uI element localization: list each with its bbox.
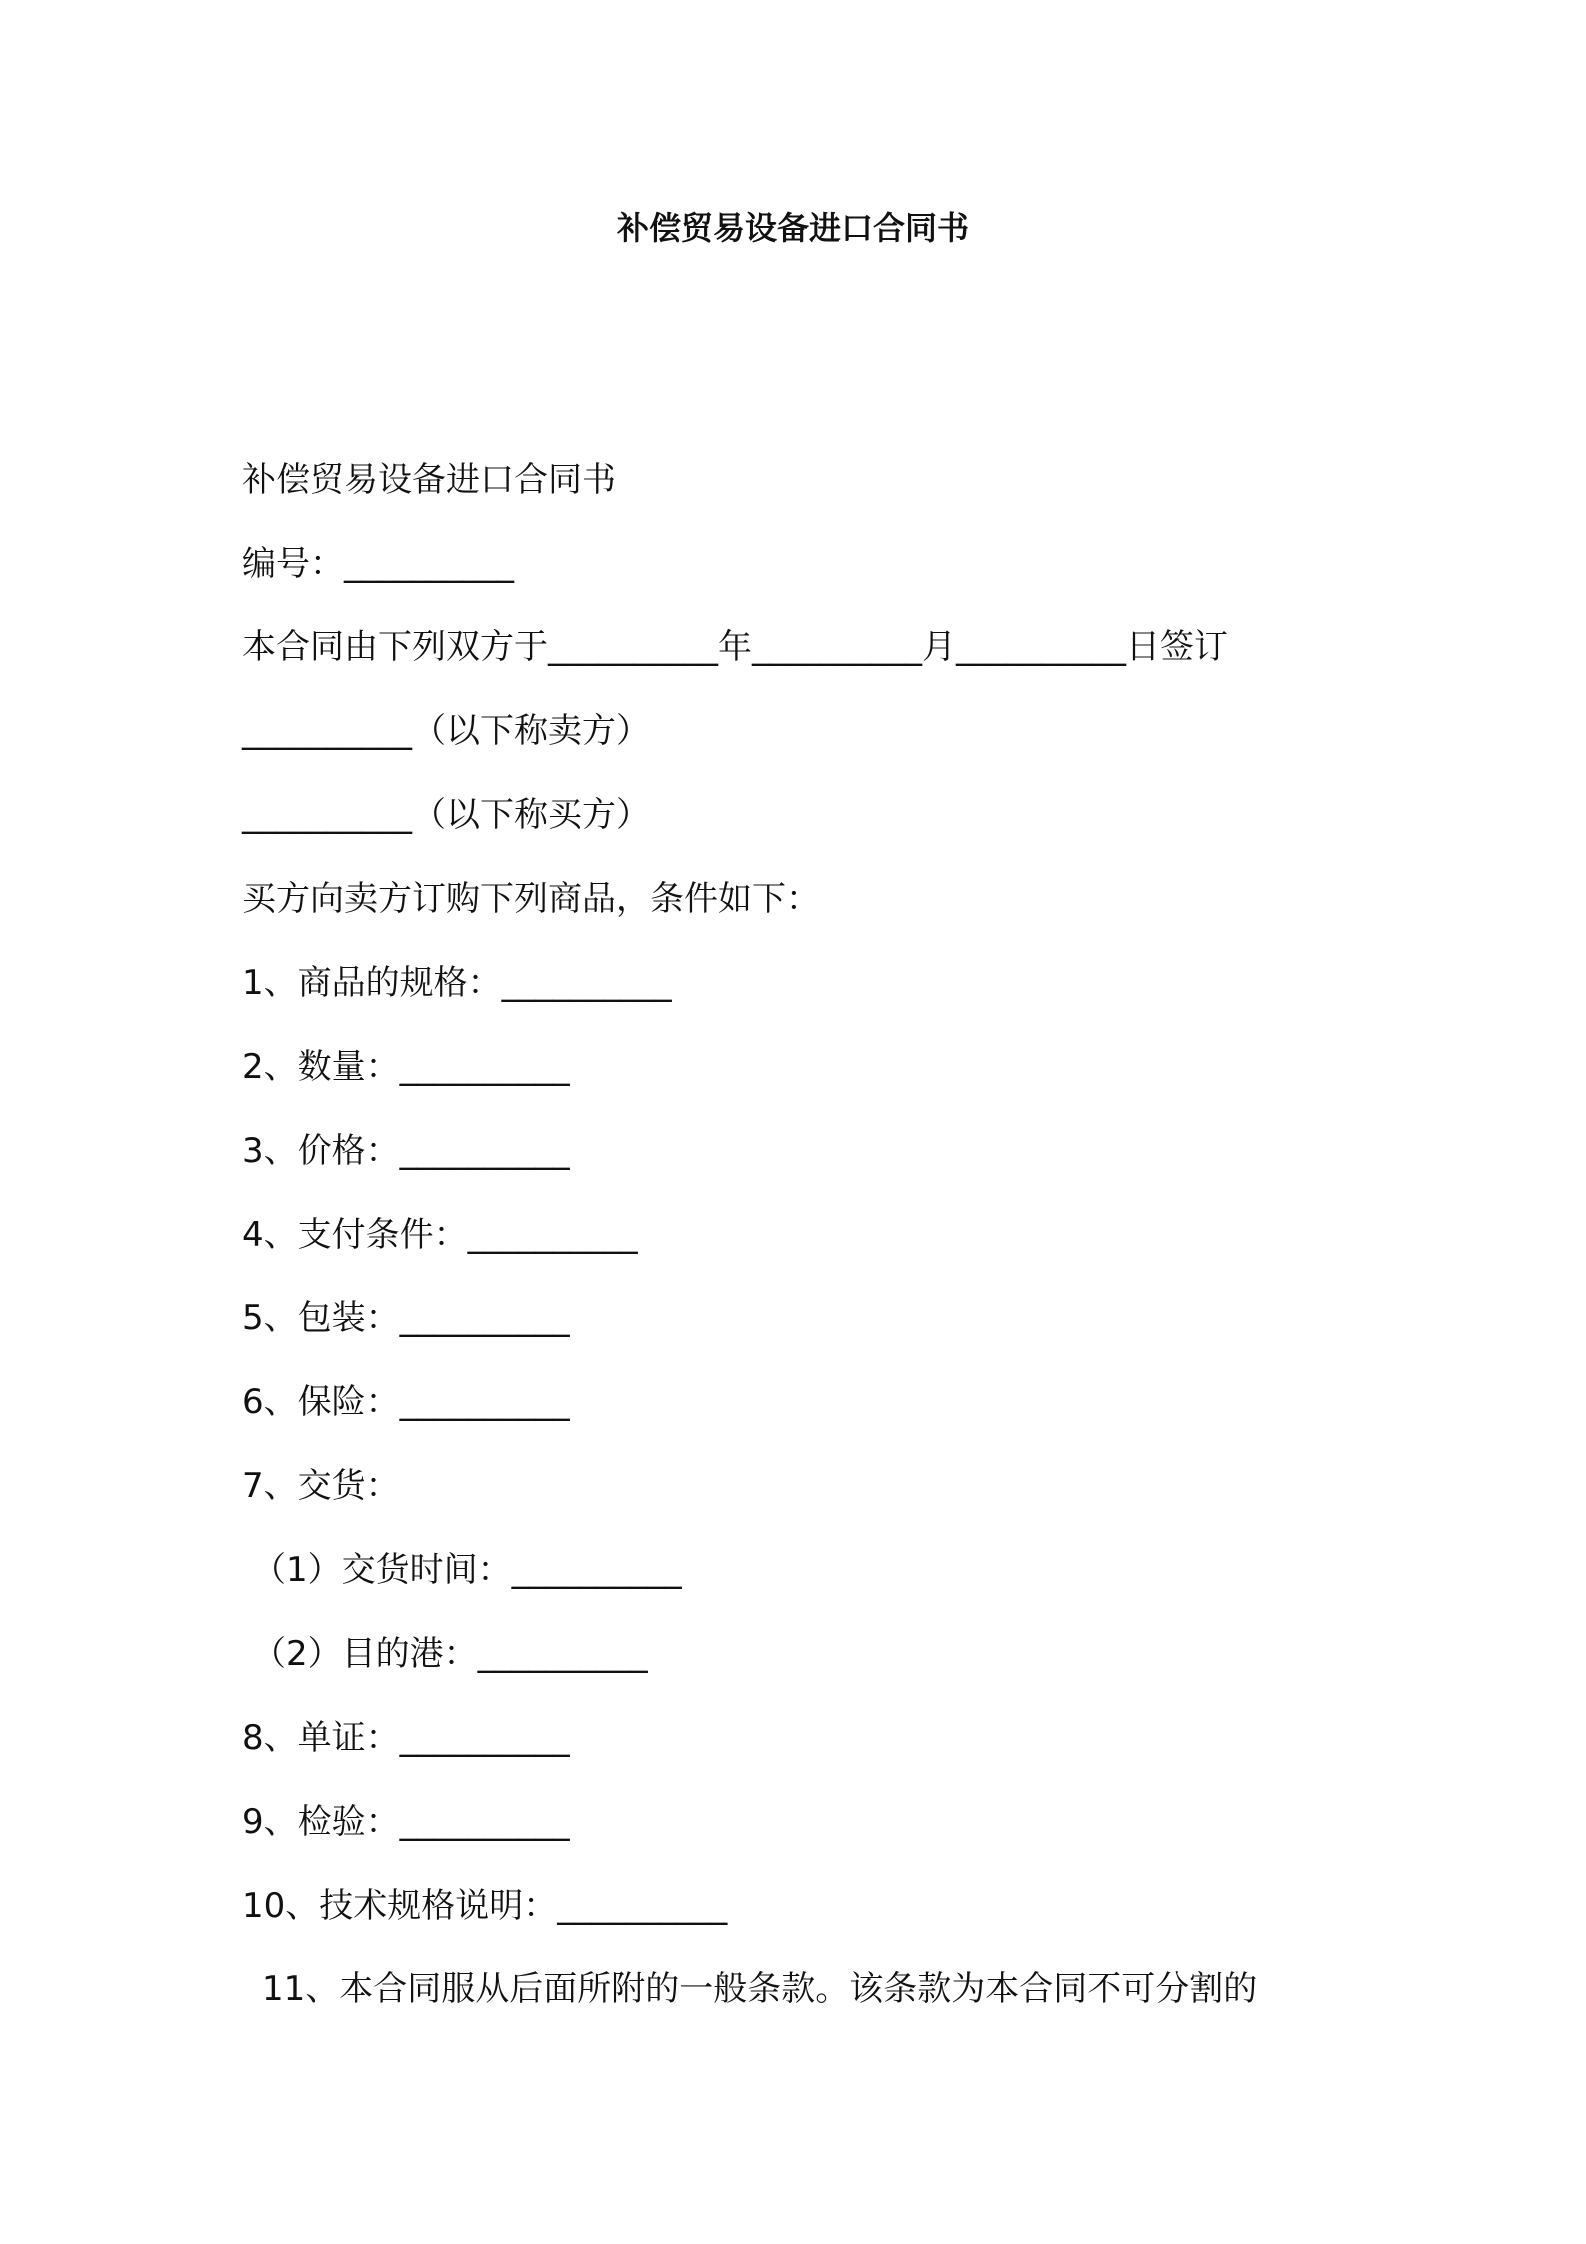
clause-documents: 8、单证：__________: [242, 1718, 570, 1758]
clause-delivery: 7、交货：: [242, 1466, 400, 1506]
clause-quantity: 2、数量：__________: [242, 1047, 570, 1087]
clause-payment: 4、支付条件：__________: [242, 1215, 638, 1255]
clause-price: 3、价格：__________: [242, 1131, 570, 1171]
clause-packing: 5、包装：__________: [242, 1298, 570, 1338]
subclause-destination-port: （2）目的港：__________: [252, 1634, 648, 1674]
seller-line: __________（以下称卖方）: [242, 711, 650, 751]
buyer-line: __________（以下称买方）: [242, 795, 650, 835]
order-intro-line: 买方向卖方订购下列商品，条件如下：: [242, 879, 820, 919]
clause-specification: 1、商品的规格：__________: [242, 963, 672, 1003]
signing-date-line: 本合同由下列双方于__________年__________月__________日签订: [242, 627, 1228, 667]
clause-technical-spec: 10、技术规格说明：__________: [242, 1886, 728, 1926]
contract-heading: 补偿贸易设备进口合同书: [242, 460, 616, 500]
clause-general-terms: 11、本合同服从后面所附的一般条款。该条款为本合同不可分割的: [262, 1969, 1258, 2009]
document-title: 补偿贸易设备进口合同书: [616, 209, 969, 247]
subclause-delivery-time: （1）交货时间：__________: [252, 1550, 682, 1590]
clause-inspection: 9、检验：__________: [242, 1802, 570, 1842]
clause-insurance: 6、保险：__________: [242, 1382, 570, 1422]
contract-number-line: 编号：__________: [242, 544, 514, 584]
